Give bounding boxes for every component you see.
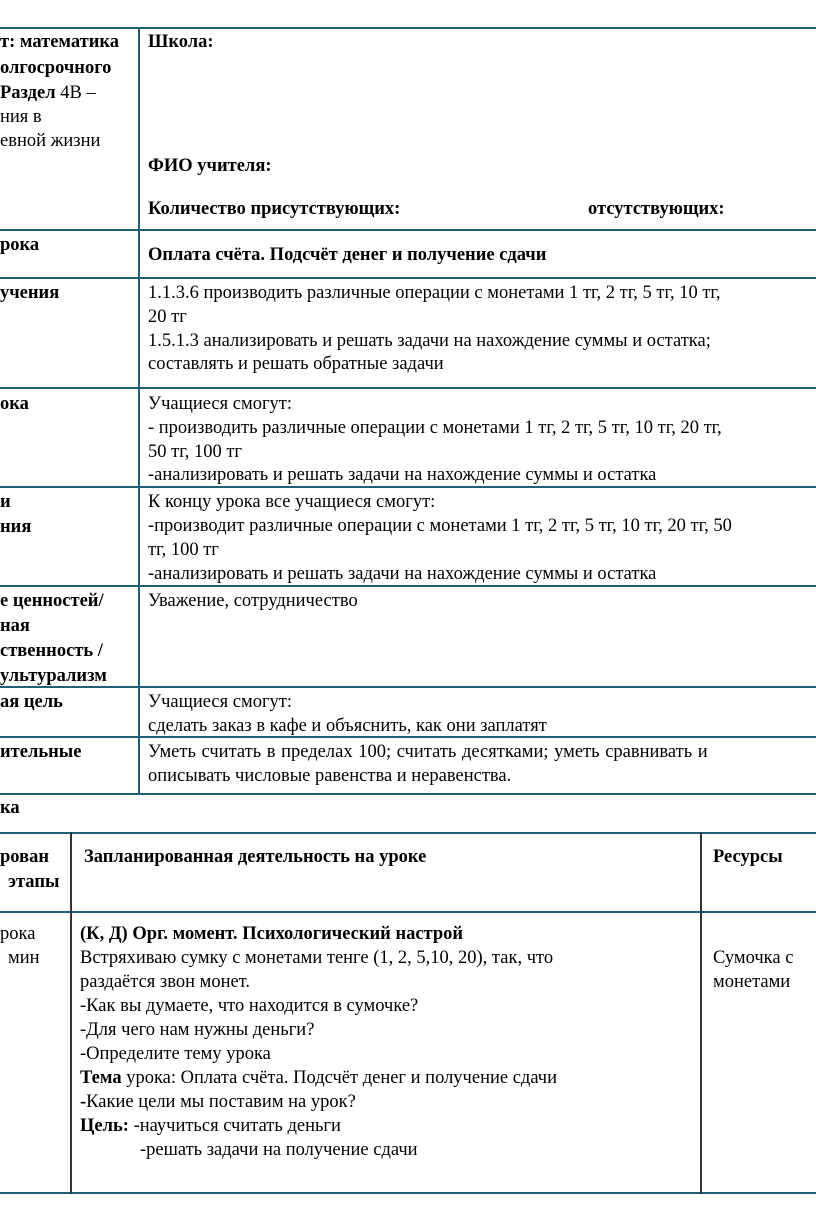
plan-activity-text: -Как вы думаете, что находится в сумочке? <box>80 996 419 1016</box>
row-text: сделать заказ в кафе и объяснить, как они заплатят <box>148 716 547 736</box>
row-label: ая цель <box>0 692 63 712</box>
row-text: К концу урока все учащиеся смогут: <box>148 492 436 512</box>
plan-activity-text: -Для чего нам нужны деньги? <box>80 1020 315 1040</box>
topic-label: Тема <box>80 1068 122 1088</box>
row-text: Уметь считать в пределах 100; считать десятками; уметь сравнивать и <box>148 742 708 762</box>
table-divider-vertical <box>138 27 140 795</box>
row-label: учения <box>0 283 60 303</box>
row-text: -анализировать и решать задачи на нахождение суммы и остатка <box>148 465 657 485</box>
section-line-3: ния в <box>0 107 42 127</box>
plan-resources: монетами <box>713 972 791 992</box>
subject-label: т: математика <box>0 32 120 52</box>
row-label: ственность / <box>0 641 103 661</box>
row-label: рока <box>0 235 40 255</box>
row-border <box>0 387 816 389</box>
row-text: Учащиеся смогут: <box>148 692 293 712</box>
plan-col1-header: этапы <box>8 872 60 892</box>
row-label: е ценностей/ <box>0 591 104 611</box>
plan-activity-text: -Определите тему урока <box>80 1044 271 1064</box>
row-text: - производить различные операции с монетами 1 тг, 2 тг, 5 тг, 10 тг, 20 тг, <box>148 418 722 438</box>
row-text: -анализировать и решать задачи на нахождение суммы и остатка <box>148 564 657 584</box>
row-text: 1.1.3.6 производить различные операции с монетами 1 тг, 2 тг, 5 тг, 10 тг, <box>148 283 721 303</box>
plan-activity-topic <box>80 1066 557 1090</box>
row-label: ультурализм <box>0 666 107 686</box>
plan-table-top <box>0 832 816 834</box>
section-label <box>0 81 96 105</box>
section-caption: ка <box>0 798 20 818</box>
row-border <box>0 686 816 688</box>
plan-col1-header: рован <box>0 847 49 867</box>
section-label-bold: Раздел <box>0 83 56 103</box>
row-text: Учащиеся смогут: <box>148 394 293 414</box>
plan-activity-goals-question <box>80 1090 356 1114</box>
row-text: 1.5.1.3 анализировать и решать задачи на нахождение суммы и остатка; <box>148 331 711 351</box>
absent-label: отсутствующих: <box>588 199 725 219</box>
table-border-top <box>0 27 816 29</box>
row-label: ная <box>0 616 30 636</box>
section-value: 4В – <box>55 83 96 103</box>
row-label: и <box>0 492 11 512</box>
plan-divider-2 <box>700 832 702 1194</box>
row-border <box>0 277 816 279</box>
plan-activity-goal-2: -решать задачи на получение сдачи <box>140 1140 418 1160</box>
row-text: -производит различные операции с монетами 1 тг, 2 тг, 5 тг, 10 тг, 20 тг, 50 <box>148 516 732 536</box>
teacher-label: ФИО учителя: <box>148 156 272 176</box>
plan-activity-text: Встряхиваю сумку с монетами тенге (1, 2, 5,10, 20), так, что <box>80 948 554 968</box>
plan-resources: Сумочка с <box>713 948 794 968</box>
goal-label: Цель: <box>80 1116 129 1136</box>
plan-divider-1 <box>70 832 72 1194</box>
school-label: Школа: <box>148 32 214 52</box>
table-border-bottom <box>0 793 816 795</box>
goal-text: -научиться считать деньги <box>128 1116 341 1136</box>
lesson-topic: Оплата счёта. Подсчёт денег и получение сдачи <box>148 245 547 265</box>
plan-col2-header: Запланированная деятельность на уроке <box>84 847 427 867</box>
row-text: тг, 100 тг <box>148 540 219 560</box>
present-label: Количество присутствующих: <box>148 199 401 219</box>
row-label: ительные <box>0 742 82 762</box>
row-text: 50 тг, 100 тг <box>148 442 243 462</box>
row-label: ния <box>0 517 32 537</box>
row-text: описывать числовые равенства и неравенства. <box>148 766 512 786</box>
plan-col3-header: Ресурсы <box>713 847 783 867</box>
row-label: ока <box>0 394 29 414</box>
plan-header-bottom <box>0 911 816 913</box>
plan-activity-title: (К, Д) Орг. момент. Психологический настрой <box>80 924 464 944</box>
plan-stage: рока <box>0 924 36 944</box>
row-text: Уважение, сотрудничество <box>148 591 358 611</box>
plan-stage: мин <box>8 948 40 968</box>
section-line-4: евной жизни <box>0 131 101 151</box>
row-border <box>0 229 816 231</box>
plan-activity-text: раздаётся звон монет. <box>80 972 251 992</box>
long-term-label: олгосрочного <box>0 58 112 78</box>
row-text: составлять и решать обратные задачи <box>148 354 444 374</box>
plan-activity-goal <box>80 1114 341 1138</box>
row-text: 20 тг <box>148 307 187 327</box>
plan-table-bottom <box>0 1192 816 1194</box>
goals-dash: - <box>80 1092 87 1112</box>
goals-text: Какие цели мы поставим на урок? <box>86 1092 356 1112</box>
topic-text: урока: Оплата счёта. Подсчёт денег и получение сдачи <box>121 1068 558 1088</box>
